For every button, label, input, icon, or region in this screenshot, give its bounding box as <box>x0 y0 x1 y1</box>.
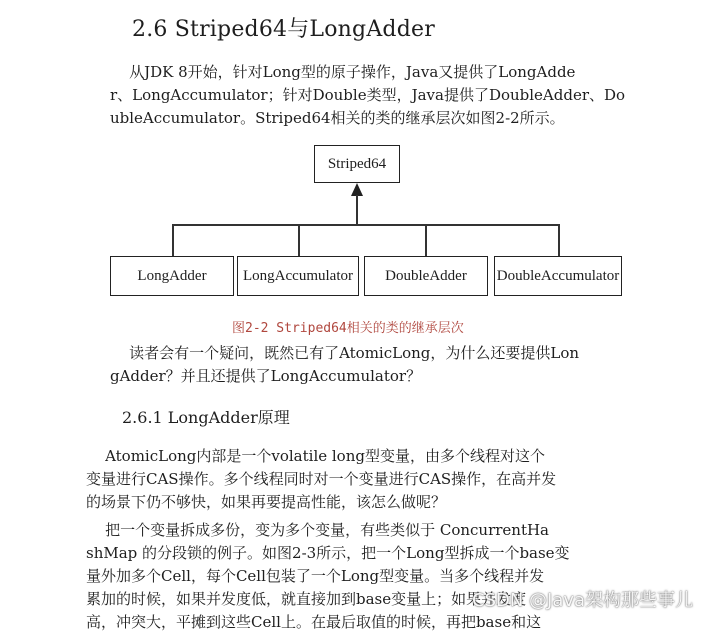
intro-line-1: 从JDK 8开始，针对Long型的原子操作，Java又提供了LongAdde <box>110 63 576 81</box>
question-line-2: gAdder？并且还提供了LongAccumulator？ <box>110 367 422 385</box>
diagram-drop-line-4 <box>558 224 560 256</box>
diagram-child-longadder: LongAdder <box>110 256 234 296</box>
diagram-drop-line-3 <box>425 224 427 256</box>
figure-caption: 图2-2 Striped64相关的类的继承层次 <box>232 321 464 336</box>
diagram-child-longaccumulator: LongAccumulator <box>237 256 359 296</box>
para1-line-1: AtomicLong内部是一个volatile long型变量，由多个线程对这个 <box>86 447 545 465</box>
para2-line-1: 把一个变量拆成多份，变为多个变量，有些类似于 ConcurrentHa <box>86 521 550 539</box>
para1-line-3: 的场景下仍不够快，如果再要提高性能，该怎么做呢？ <box>86 493 447 511</box>
para2-line-2: shMap 的分段锁的例子。如图2-3所示，把一个Long型拆成一个base变 <box>86 544 570 562</box>
intro-line-2: r、LongAccumulator；针对Double类型，Java提供了DoubleAdder、Do <box>110 86 626 104</box>
diagram-drop-line-1 <box>172 224 174 256</box>
section-title: 2.6 Striped64与LongAdder <box>132 17 435 42</box>
watermark: CSDN @Java架构那些事儿 <box>472 590 694 611</box>
diagram-root-striped64: Striped64 <box>314 145 400 183</box>
para2-line-5: 高，冲突大，平摊到这些Cell上。在最后取值的时候，再把base和这 <box>86 613 542 631</box>
diagram-trunk-line <box>356 195 358 225</box>
para1-line-2: 变量进行CAS操作。多个线程同时对一个变量进行CAS操作，在高并发 <box>86 470 557 488</box>
subsection-title: 2.6.1 LongAdder原理 <box>122 408 290 427</box>
intro-line-3: ubleAccumulator。Striped64相关的类的继承层次如图2-2所示。 <box>110 109 565 127</box>
diagram-drop-line-2 <box>298 224 300 256</box>
diagram-child-doubleaccumulator: DoubleAccumulator <box>494 256 622 296</box>
diagram-child-doubleadder: DoubleAdder <box>364 256 488 296</box>
para2-line-4: 累加的时候，如果并发度低，就直接加到base变量上；如果并发度 <box>86 590 527 608</box>
diagram-branch-line <box>172 224 558 226</box>
para2-line-3: 量外加多个Cell，每个Cell包装了一个Long型变量。当多个线程并发 <box>86 567 545 585</box>
question-line-1: 读者会有一个疑问，既然已有了AtomicLong，为什么还要提供Lon <box>110 344 580 362</box>
